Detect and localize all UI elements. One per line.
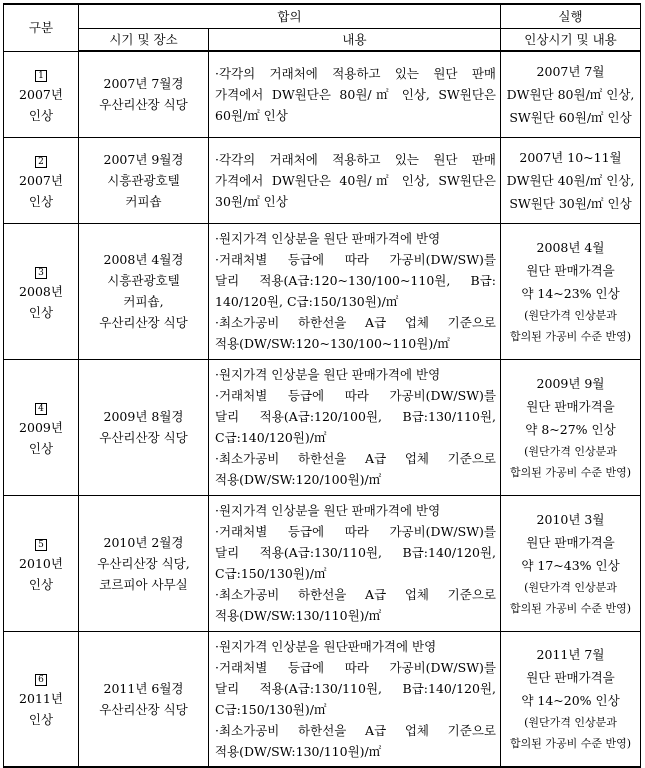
time-place-cell	[79, 223, 209, 359]
execution-cell	[501, 495, 641, 631]
execution-note: 합의된 가공비 수준 반영)	[509, 329, 632, 343]
row-year: 2007년	[19, 172, 63, 188]
content-line: ·거래처별 등급에 따라 가공비(DW/SW)를	[215, 252, 496, 267]
time-place-line: 2008년 4월경	[103, 252, 184, 267]
content-line: ·원지가격 인상분을 원단 판매가격에 반영	[215, 367, 441, 382]
table-row	[4, 359, 641, 495]
category-cell	[4, 137, 79, 223]
execution-line: 2007년 10~11월	[519, 149, 622, 165]
table-row	[4, 631, 641, 767]
execution-note: 합의된 가공비 수준 반영)	[509, 465, 632, 479]
header-time-place: 시기 및 장소	[79, 28, 209, 51]
execution-line: SW원단 60원/㎡ 인상	[509, 109, 632, 125]
content-lines	[209, 634, 500, 764]
time-place-line: 2007년 9월경	[103, 151, 184, 167]
content-line: ·최소가공비 하한선을 A급 업체 기준으로	[215, 315, 496, 330]
execution-line: 약 14~20% 인상	[521, 693, 620, 709]
row-number	[4, 396, 78, 417]
content-line: ·원지가격 인상분을 원단 판매가격에 반영	[215, 503, 441, 518]
content-line: 가격에서 DW원단은 40원/㎡ 인상, SW원단은	[215, 172, 496, 188]
execution-cell	[501, 631, 641, 767]
row-number	[4, 667, 78, 688]
execution-line: 약 17~43% 인상	[521, 557, 620, 573]
row-number-box: 5	[35, 539, 47, 551]
row-raise-label: 인상	[28, 107, 54, 123]
execution-line: 2009년 9월	[536, 375, 605, 391]
content-lines	[209, 226, 500, 356]
time-place-line: 우산리산장 식당	[99, 701, 188, 717]
row-number	[4, 532, 78, 553]
header-row-sub	[4, 28, 641, 51]
content-line: ·최소가공비 하한선을 A급 업체 기준으로	[215, 587, 496, 602]
content-line: 적용(DW/SW:130/110원)/㎡	[215, 743, 382, 759]
execution-line: 2007년 7월	[536, 63, 605, 79]
execution-note: (원단가격 인상분과	[524, 444, 617, 458]
time-place-line: 코르피아 사무실	[99, 576, 188, 592]
time-place-cell	[79, 495, 209, 631]
header-row-top	[4, 4, 641, 28]
row-number-box: 4	[35, 403, 47, 415]
time-place-cell	[79, 51, 209, 137]
table-row	[4, 495, 641, 631]
execution-cell	[501, 137, 641, 223]
content-lines	[209, 498, 500, 628]
content-cell	[209, 137, 501, 223]
header-exec-time-content: 인상시기 및 내용	[501, 28, 641, 51]
execution-line: 원단 판매가격을	[526, 534, 615, 550]
time-place-line: 시흥관광호텔	[107, 273, 180, 288]
header-content: 내용	[209, 28, 501, 51]
header-execution: 실행	[501, 4, 641, 28]
row-raise-label: 인상	[28, 193, 54, 209]
content-line: C급:150/130원)/㎡	[215, 701, 327, 717]
time-place-line: 우산리산장 식당	[99, 97, 188, 113]
row-number	[4, 149, 78, 170]
time-place-line: 시흥관광호텔	[107, 172, 180, 188]
time-place-cell	[79, 137, 209, 223]
content-line: ·원지가격 인상분을 원단 판매가격에 반영	[215, 231, 441, 246]
content-line: 30원/㎡ 인상	[215, 193, 288, 209]
content-line: ·거래처별 등급에 따라 가공비(DW/SW)를	[215, 659, 496, 675]
header-category: 구분	[4, 4, 79, 51]
row-raise-label: 인상	[28, 712, 54, 728]
content-line: C급:140/120원)/㎡	[215, 430, 327, 445]
category-cell	[4, 223, 79, 359]
category-cell	[4, 51, 79, 137]
execution-note: (원단가격 인상분과	[524, 580, 617, 594]
content-cell	[209, 223, 501, 359]
content-lines	[209, 362, 500, 492]
time-place-line: 우산리산장 식당,	[97, 555, 190, 571]
row-year: 2008년	[19, 283, 63, 299]
content-line: ·최소가공비 하한선을 A급 업체 기준으로	[215, 722, 496, 738]
content-cell	[209, 631, 501, 767]
content-line: ·거래처별 등급에 따라 가공비(DW/SW)를	[215, 524, 496, 539]
execution-cell	[501, 359, 641, 495]
execution-line: SW원단 30원/㎡ 인상	[509, 195, 632, 211]
content-line: 달리 적용(A급:130/110원, B급:140/120원,	[215, 545, 496, 560]
content-line: ·각각의 거래처에 적용하고 있는 원단 판매	[215, 151, 496, 167]
row-year: 2011년	[19, 691, 63, 707]
execution-line: 약 8~27% 인상	[525, 421, 616, 437]
content-line: 달리 적용(A급:120/100원, B급:130/110원,	[215, 409, 496, 424]
execution-line: 약 14~23% 인상	[521, 285, 620, 301]
content-line: ·각각의 거래처에 적용하고 있는 원단 판매	[215, 65, 496, 81]
content-line: 140/120원, C급:150/130원)/㎡	[215, 294, 399, 309]
category-cell	[4, 631, 79, 767]
time-place-line: 2011년 6월경	[103, 680, 184, 696]
execution-line: 원단 판매가격을	[526, 670, 615, 686]
content-lines	[209, 147, 500, 214]
time-place-line: 우산리산장 식당	[99, 315, 188, 330]
row-year: 2010년	[19, 555, 63, 571]
price-agreement-table	[3, 3, 641, 768]
content-line: C급:150/130원)/㎡	[215, 566, 327, 581]
content-line: ·원지가격 인상분을 원단판매가격에 반영	[215, 638, 437, 654]
row-number-box: 6	[35, 674, 47, 686]
execution-line: DW원단 80원/㎡ 인상,	[506, 86, 635, 102]
content-cell	[209, 359, 501, 495]
content-line: 적용(DW/SW:120~130/100~110원)/㎡	[215, 336, 450, 351]
execution-line: 2011년 7월	[536, 647, 605, 663]
table-row	[4, 51, 641, 137]
execution-line: 원단 판매가격을	[526, 262, 615, 278]
table-row	[4, 137, 641, 223]
execution-cell	[501, 223, 641, 359]
content-line: 달리 적용(A급:120~130/100~110원, B급:	[215, 273, 496, 288]
time-place-cell	[79, 631, 209, 767]
time-place-line: 커피숍	[125, 193, 162, 209]
content-line: 적용(DW/SW:130/110원)/㎡	[215, 608, 382, 623]
content-line: ·최소가공비 하한선을 A급 업체 기준으로	[215, 451, 496, 466]
execution-line: DW원단 40원/㎡ 인상,	[506, 172, 635, 188]
content-line: 60원/㎡ 인상	[215, 107, 288, 123]
execution-note: 합의된 가공비 수준 반영)	[509, 601, 632, 615]
content-cell	[209, 495, 501, 631]
execution-note: (원단가격 인상분과	[524, 308, 617, 322]
content-cell	[209, 51, 501, 137]
row-raise-label: 인상	[28, 440, 54, 456]
table-row	[4, 223, 641, 359]
content-line: ·거래처별 등급에 따라 가공비(DW/SW)를	[215, 388, 496, 403]
execution-line: 2010년 3월	[536, 511, 605, 527]
row-raise-label: 인상	[28, 576, 54, 592]
category-cell	[4, 359, 79, 495]
time-place-line: 커피숍,	[123, 294, 164, 309]
row-year: 2007년	[19, 86, 63, 102]
content-line: 가격에서 DW원단은 80원/㎡ 인상, SW원단은	[215, 86, 496, 102]
time-place-line: 우산리산장 식당	[99, 430, 188, 445]
execution-note: 합의된 가공비 수준 반영)	[509, 737, 632, 751]
execution-line: 원단 판매가격을	[526, 398, 615, 414]
row-number-box: 2	[35, 156, 47, 168]
row-raise-label: 인상	[28, 304, 54, 320]
content-lines	[209, 61, 500, 128]
time-place-line: 2009년 8월경	[103, 409, 184, 424]
row-year: 2009년	[19, 419, 63, 435]
execution-note: (원단가격 인상분과	[524, 716, 617, 730]
row-number	[4, 260, 78, 281]
time-place-line: 2007년 7월경	[103, 76, 184, 92]
time-place-cell	[79, 359, 209, 495]
category-cell	[4, 495, 79, 631]
row-number-box: 1	[35, 70, 47, 82]
row-number	[4, 63, 78, 84]
header-agreement: 합의	[79, 4, 501, 28]
row-number-box: 3	[35, 267, 47, 279]
execution-cell	[501, 51, 641, 137]
time-place-line: 2010년 2월경	[103, 534, 184, 550]
content-line: 달리 적용(A급:130/110원, B급:140/120원,	[215, 680, 496, 696]
content-line: 적용(DW/SW:120/100원)/㎡	[215, 472, 382, 487]
execution-line: 2008년 4월	[536, 239, 605, 255]
